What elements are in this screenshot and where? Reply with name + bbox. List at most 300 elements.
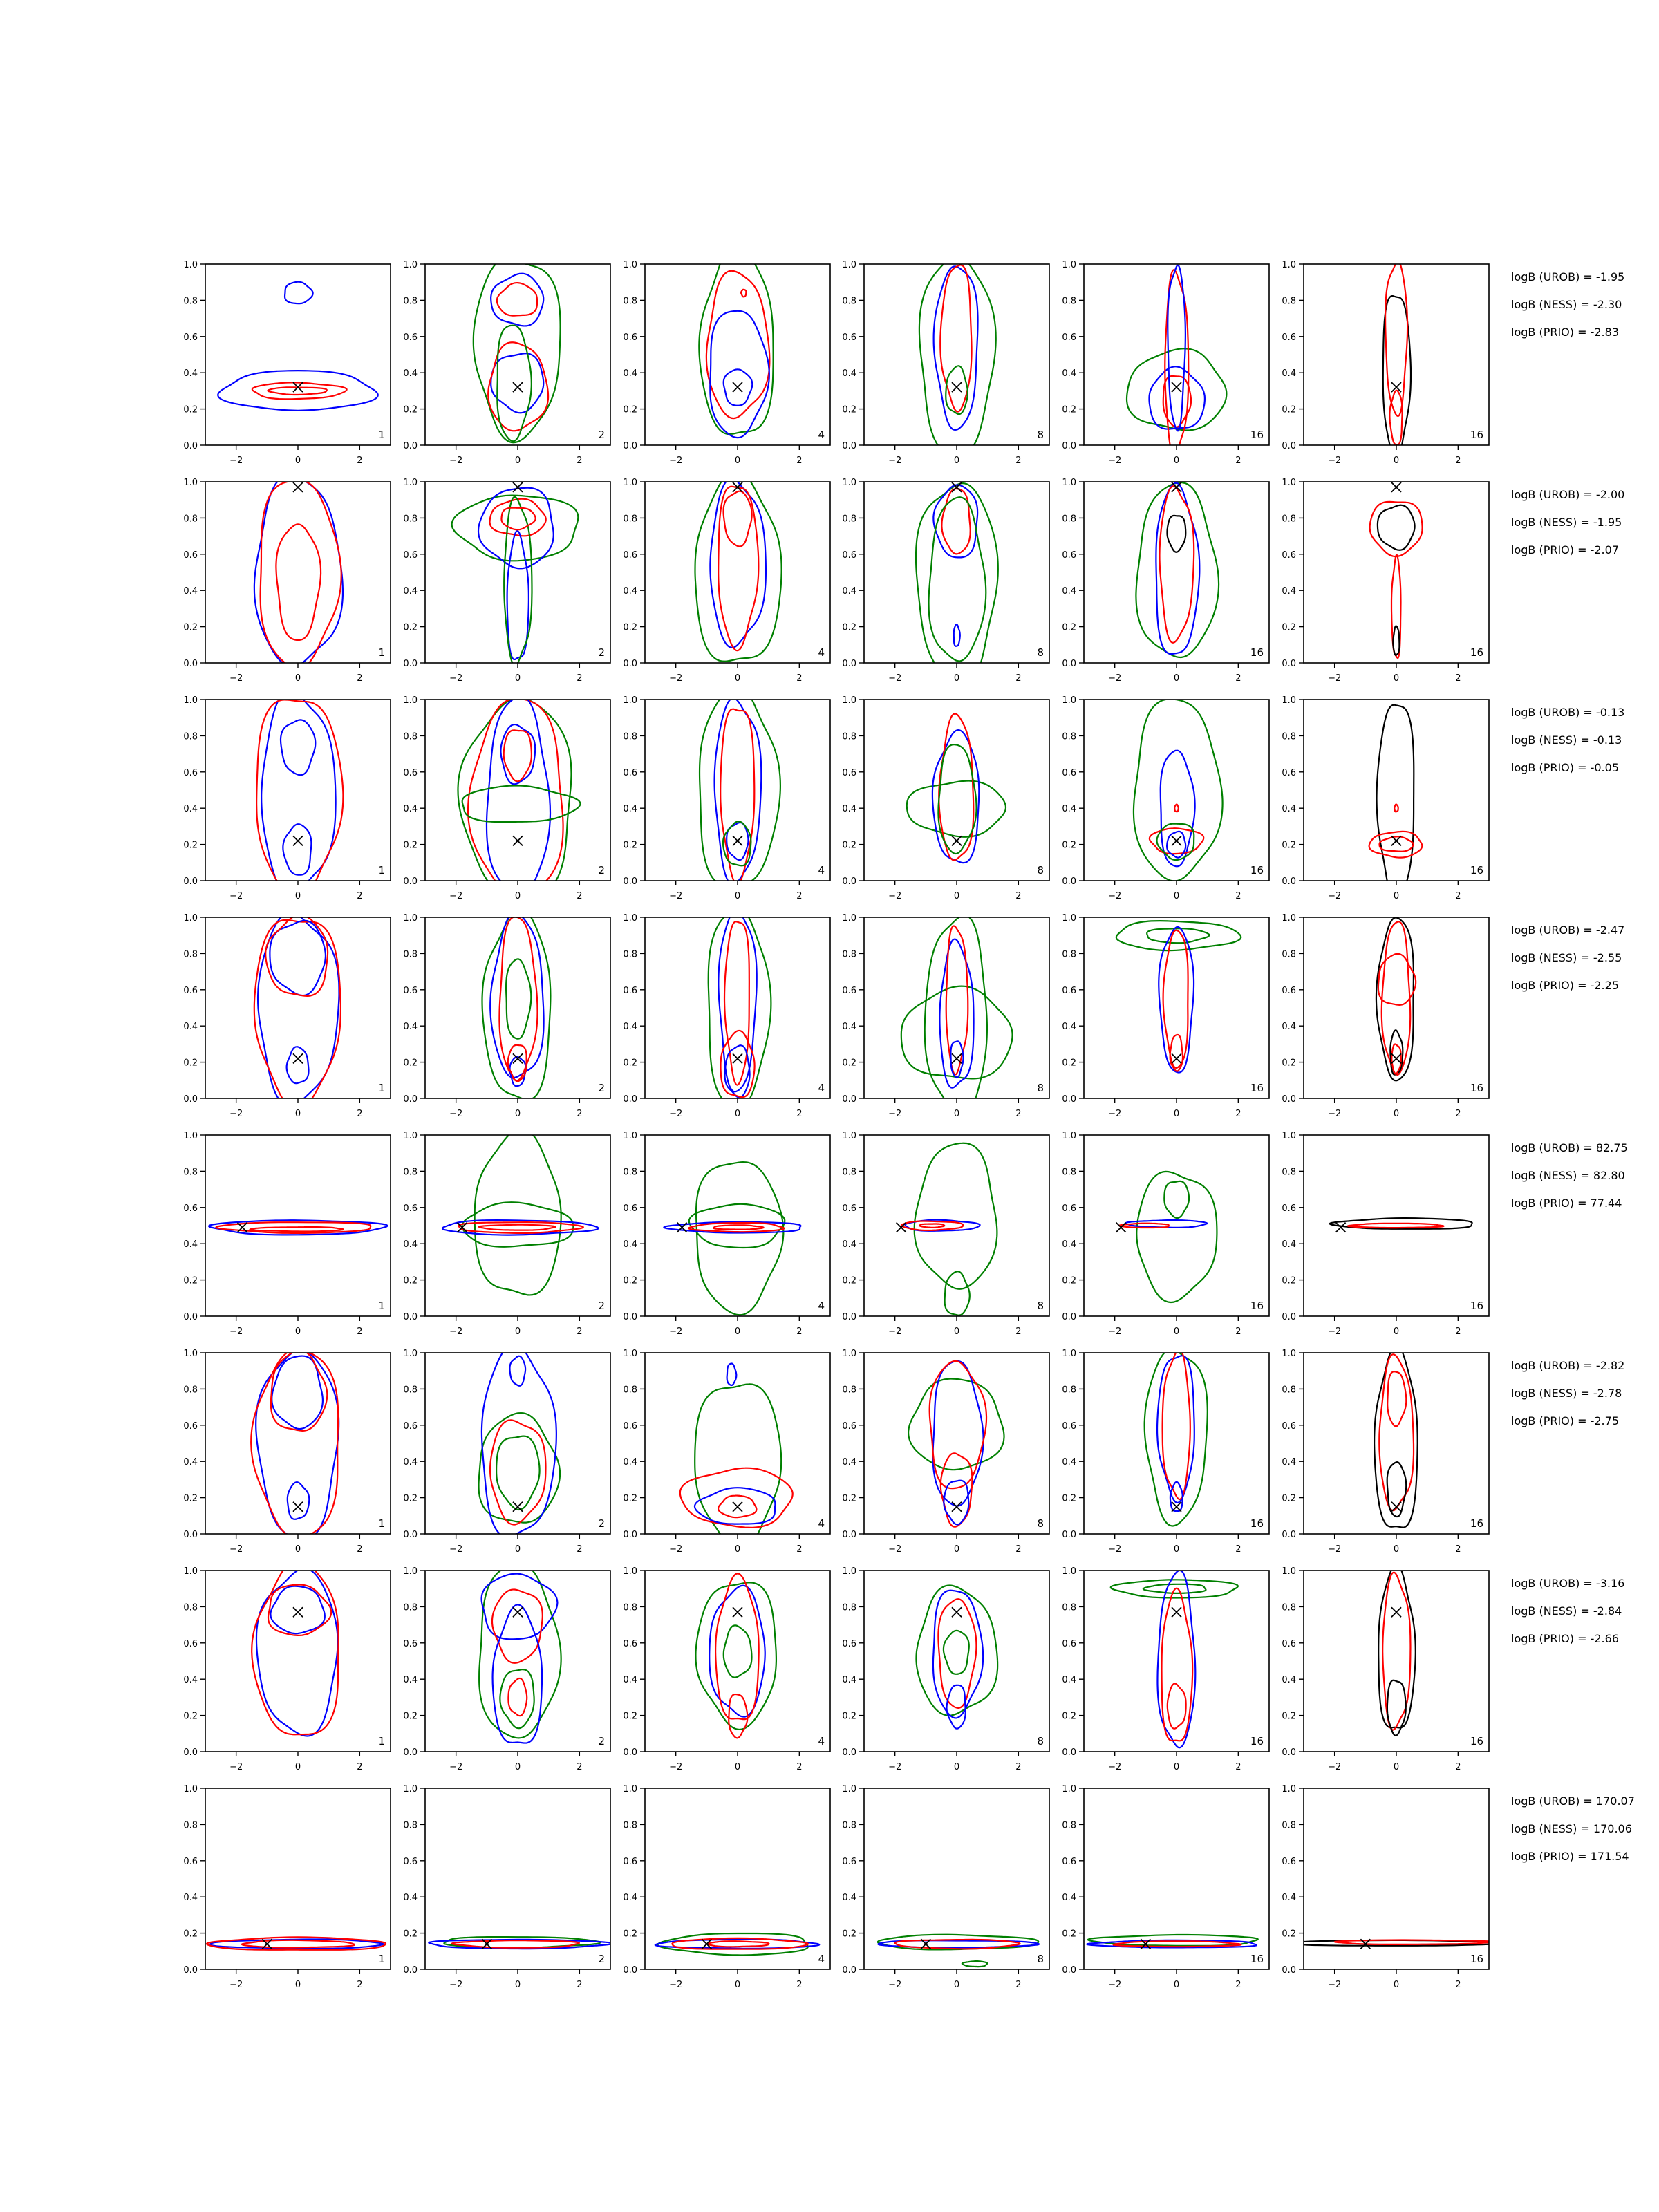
panel-sample-label: 16 [1250,1735,1264,1747]
y-tick-label: 0.4 [1282,1675,1296,1686]
green-contour [1116,921,1241,950]
y-tick-label: 0.8 [1282,1602,1296,1613]
y-tick-label: 0.6 [183,1856,198,1867]
panel-sample-label: 8 [1037,1517,1044,1530]
y-tick-label: 0.4 [403,368,418,379]
logb-value: logB (PRIO) = -0.05 [1511,761,1619,774]
x-tick-label: −2 [1108,673,1122,684]
axes-frame [1084,482,1269,663]
red-contour [1369,832,1423,858]
true-value-marker [733,1607,742,1617]
x-tick-label: 0 [1173,456,1180,466]
y-tick-label: 0.8 [403,1385,418,1396]
x-tick-label: 0 [294,1327,301,1337]
panel-sample-label: 1 [378,1953,385,1965]
y-tick-label: 0.8 [623,514,637,525]
x-tick-label: 2 [357,1109,363,1119]
true-value-marker [733,382,742,392]
panel-sample-label: 16 [1470,1953,1483,1965]
y-tick-label: 0.0 [1062,659,1076,669]
x-tick-label: −2 [888,891,902,901]
logb-value: logB (UROB) = -2.47 [1511,924,1625,937]
y-tick-label: 0.4 [183,804,198,815]
y-tick-label: 0.2 [842,1711,856,1722]
panel-sample-label: 1 [378,429,385,441]
y-tick-label: 0.8 [1282,731,1296,742]
x-tick-label: 0 [294,1980,301,1990]
panel-r3-c2 [403,695,610,901]
contour-group [916,1586,997,1729]
axes-frame [205,482,391,663]
y-tick-label: 0.0 [842,1312,856,1322]
axes-frame [864,482,1049,663]
blue-contour [490,913,543,1078]
y-tick-label: 0.8 [403,1167,418,1178]
x-tick-label: 2 [796,1980,803,1990]
y-tick-label: 0.0 [183,877,198,887]
logb-value: logB (PRIO) = -2.75 [1511,1414,1619,1427]
y-tick-label: 0.0 [623,1747,637,1758]
green-contour [901,986,1013,1079]
y-tick-label: 0.2 [403,1929,418,1940]
y-tick-label: 0.6 [403,1421,418,1432]
y-tick-label: 0.4 [403,1893,418,1904]
x-tick-label: −2 [449,891,463,901]
x-tick-label: 0 [1393,456,1400,466]
panel-sample-label: 16 [1250,646,1264,659]
x-tick-label: 2 [796,891,803,901]
x-tick-label: −2 [669,1762,683,1772]
y-tick-label: 0.2 [183,840,198,851]
x-tick-label: 2 [1235,891,1241,901]
y-tick-label: 0.2 [403,1711,418,1722]
axes-frame [205,1788,391,1969]
red-contour [1174,805,1178,812]
y-tick-label: 0.6 [842,1856,856,1867]
red-contour [1119,1224,1169,1228]
y-tick-label: 0.8 [1062,731,1076,742]
true-value-marker [293,1607,303,1617]
y-tick-label: 0.2 [183,1711,198,1722]
y-tick-label: 0.6 [403,1856,418,1867]
true-value-marker [1172,836,1181,845]
panel-r4-c5 [1062,913,1269,1119]
x-tick-label: −2 [888,1327,902,1337]
contour-group [429,1937,612,1949]
panel-sample-label: 2 [598,1735,605,1747]
y-tick-label: 0.8 [1062,296,1076,307]
y-tick-label: 0.4 [1062,1893,1076,1904]
y-tick-label: 0.6 [1062,550,1076,561]
y-tick-label: 0.6 [403,550,418,561]
x-tick-label: 2 [577,1327,583,1337]
x-tick-label: 0 [734,1109,741,1119]
y-tick-label: 0.4 [623,368,637,379]
y-tick-label: 1.0 [1062,1566,1076,1577]
logb-value: logB (PRIO) = -2.07 [1511,543,1619,556]
y-tick-label: 0.6 [1282,985,1296,996]
y-tick-label: 0.4 [842,586,856,597]
y-tick-label: 0.6 [1282,550,1296,561]
panel-sample-label: 8 [1037,1735,1044,1747]
axes-frame [645,1571,830,1752]
red-contour [1385,261,1407,416]
y-tick-label: 0.6 [183,1421,198,1432]
y-tick-label: 1.0 [623,1784,637,1794]
x-tick-label: −2 [449,1109,463,1119]
x-tick-label: 0 [953,673,960,684]
x-tick-label: 0 [1173,1327,1180,1337]
blue-contour [695,1488,775,1524]
y-tick-label: 0.4 [1282,1239,1296,1250]
x-tick-label: 0 [1173,891,1180,901]
y-tick-label: 0.0 [842,1965,856,1976]
panel-sample-label: 1 [378,1517,385,1530]
panel-sample-label: 2 [598,864,605,877]
panel-sample-label: 8 [1037,864,1044,877]
true-value-marker [513,836,523,845]
x-tick-label: 2 [357,891,363,901]
y-tick-label: 0.8 [403,514,418,525]
panel-r5-c1 [183,1131,391,1337]
logb-value: logB (UROB) = -2.00 [1511,488,1625,501]
y-tick-label: 0.6 [1282,1203,1296,1214]
x-tick-label: 2 [796,1544,803,1555]
contour-group [699,245,773,438]
red-contour [1159,486,1194,643]
logb-value: logB (NESS) = 82.80 [1511,1169,1625,1182]
contour-group [1116,1172,1217,1302]
contour-group [680,1364,793,1550]
panel-r1-c3 [623,245,830,466]
y-tick-label: 1.0 [403,1349,418,1359]
panel-sample-label: 4 [818,1953,825,1965]
y-tick-label: 0.4 [623,1457,637,1468]
x-tick-label: 0 [1173,673,1180,684]
panel-sample-label: 16 [1470,646,1483,659]
y-tick-label: 0.6 [1062,1421,1076,1432]
x-tick-label: −2 [1108,891,1122,901]
logb-value: logB (UROB) = -0.13 [1511,706,1625,719]
y-tick-label: 0.4 [842,1675,856,1686]
contour-group [254,912,341,1110]
y-tick-label: 0.8 [1282,1820,1296,1831]
panel-sample-label: 4 [818,864,825,877]
panel-r4-c6 [1282,913,1489,1119]
contour-group [1127,265,1226,458]
y-tick-label: 0.0 [403,877,418,887]
x-tick-label: 2 [1235,456,1241,466]
x-tick-label: 2 [357,1980,363,1990]
y-tick-label: 0.8 [623,1385,637,1396]
y-tick-label: 0.2 [183,1058,198,1069]
red-contour [920,1224,945,1228]
x-tick-label: −2 [888,673,902,684]
y-tick-label: 0.6 [183,332,198,343]
y-tick-label: 0.2 [623,1058,637,1069]
red-contour [706,271,770,418]
red-contour [504,730,532,781]
contour-group [1087,1935,1257,1949]
y-tick-label: 0.2 [623,1711,637,1722]
y-tick-label: 1.0 [1062,1131,1076,1141]
contour-group [908,1361,1004,1527]
red-contour [468,699,563,898]
contour-group [1383,261,1411,460]
green-contour [496,1436,540,1510]
red-contour [715,1573,759,1719]
x-tick-label: 2 [1235,1980,1241,1990]
x-tick-label: −2 [888,1980,902,1990]
y-tick-label: 0.2 [1062,1493,1076,1504]
blue-contour [218,371,377,411]
x-tick-label: 0 [514,1762,521,1772]
y-tick-label: 0.4 [842,368,856,379]
y-tick-label: 0.6 [842,332,856,343]
y-tick-label: 0.0 [623,659,637,669]
green-contour [1164,1181,1189,1218]
true-value-marker [1391,482,1401,492]
red-contour [1389,391,1402,445]
true-value-marker [952,1607,962,1617]
panel-r3-c4 [842,695,1049,901]
axes-frame [1304,700,1489,881]
red-contour [1348,1224,1443,1228]
panel-r5-c3 [623,1131,830,1337]
y-tick-label: 0.6 [183,550,198,561]
y-tick-label: 0.2 [623,622,637,633]
y-tick-label: 1.0 [403,260,418,270]
y-tick-label: 0.8 [842,949,856,960]
x-tick-label: 0 [294,1762,301,1772]
x-tick-label: −2 [1108,456,1122,466]
y-tick-label: 0.6 [183,1203,198,1214]
y-tick-label: 0.8 [403,1820,418,1831]
y-tick-label: 1.0 [183,695,198,706]
y-tick-label: 0.2 [1282,404,1296,415]
contour-group [695,1573,776,1738]
x-tick-label: 0 [1173,1109,1180,1119]
red-contour [276,524,321,640]
y-tick-label: 0.8 [1062,1602,1076,1613]
y-tick-label: 0.4 [1062,1675,1076,1686]
y-tick-label: 1.0 [1062,1349,1076,1359]
panel-r7-c1 [183,1561,391,1772]
x-tick-label: 0 [1393,1327,1400,1337]
logb-value: logB (PRIO) = -2.25 [1511,979,1619,992]
panel-sample-label: 16 [1470,1517,1483,1530]
x-tick-label: −2 [888,1544,902,1555]
x-tick-label: 0 [1173,1544,1180,1555]
y-tick-label: 0.8 [1282,514,1296,525]
green-contour [689,1204,785,1248]
y-tick-label: 1.0 [403,913,418,924]
panel-sample-label: 8 [1037,646,1044,659]
x-tick-label: 0 [953,1762,960,1772]
panel-sample-label: 2 [598,646,605,659]
x-tick-label: 2 [1015,1544,1022,1555]
contour-group [256,691,343,901]
y-tick-label: 0.2 [842,622,856,633]
x-tick-label: 2 [357,1327,363,1337]
x-tick-label: 0 [734,891,741,901]
green-contour [657,1933,807,1955]
red-contour [242,1940,355,1948]
x-tick-label: 2 [796,1109,803,1119]
x-tick-label: 0 [734,673,741,684]
axes-frame [645,482,830,663]
y-tick-label: 1.0 [623,260,637,270]
y-tick-label: 0.6 [623,1856,637,1867]
logb-value: logB (NESS) = -0.13 [1511,733,1622,747]
contour-group [251,1349,339,1539]
x-tick-label: −2 [229,1544,243,1555]
y-tick-label: 0.6 [842,1203,856,1214]
y-tick-label: 0.0 [1062,1965,1076,1976]
contour-group [664,1162,800,1315]
panel-sample-label: 2 [598,429,605,441]
y-tick-label: 0.0 [1282,441,1296,451]
x-tick-label: −2 [1328,1109,1342,1119]
red-contour [508,1678,527,1716]
y-tick-label: 1.0 [1282,1566,1296,1577]
black-contour [1168,516,1186,552]
y-tick-label: 0.4 [1282,1893,1296,1904]
logb-value: logB (NESS) = -2.55 [1511,951,1622,964]
panel-r4-c3 [623,908,830,1119]
axes-frame [864,917,1049,1098]
true-value-marker [952,1502,962,1512]
true-value-marker [293,1053,303,1063]
green-contour [919,256,996,456]
y-tick-label: 0.0 [183,1965,198,1976]
x-tick-label: 2 [357,1762,363,1772]
x-tick-label: 2 [1455,1980,1461,1990]
x-tick-label: −2 [1108,1980,1122,1990]
y-tick-label: 0.6 [1062,985,1076,996]
red-contour [724,921,749,1085]
y-tick-label: 0.8 [1282,1385,1296,1396]
axes-frame [864,1571,1049,1752]
panel-sample-label: 4 [818,429,825,441]
x-tick-label: 2 [1015,1762,1022,1772]
axes-frame [425,482,610,663]
panel-sample-label: 16 [1470,1082,1483,1094]
panel-r7-c2 [403,1564,610,1772]
y-tick-label: 0.0 [623,1312,637,1322]
red-contour [713,1225,763,1229]
blue-contour [281,720,315,775]
y-tick-label: 0.0 [623,441,637,451]
y-tick-label: 0.2 [842,404,856,415]
y-tick-label: 0.4 [403,1022,418,1033]
y-tick-label: 0.8 [1282,1167,1296,1178]
x-tick-label: 0 [514,891,521,901]
green-contour [1136,1172,1217,1302]
x-tick-label: −2 [229,1980,243,1990]
y-tick-label: 0.4 [842,1893,856,1904]
x-tick-label: 0 [514,1980,521,1990]
x-tick-label: −2 [229,891,243,901]
x-tick-label: 2 [796,456,803,466]
y-tick-label: 0.4 [1062,368,1076,379]
y-tick-label: 0.4 [1282,1022,1296,1033]
y-tick-label: 0.8 [842,1820,856,1831]
true-value-marker [1391,1053,1401,1063]
x-tick-label: 2 [796,673,803,684]
y-tick-label: 0.2 [1062,404,1076,415]
y-tick-label: 0.8 [1062,949,1076,960]
panel-r5-c5 [1062,1131,1269,1337]
y-tick-label: 1.0 [842,695,856,706]
contour-group [254,475,343,668]
x-tick-label: 0 [734,1980,741,1990]
x-tick-label: 2 [1455,456,1461,466]
y-tick-label: 0.8 [183,1167,198,1178]
y-tick-label: 1.0 [403,1131,418,1141]
panel-sample-label: 8 [1037,1082,1044,1094]
x-tick-label: 2 [577,1544,583,1555]
y-tick-label: 0.4 [842,1022,856,1033]
panel-sample-label: 2 [598,1082,605,1094]
y-tick-label: 0.2 [1282,1493,1296,1504]
logb-value: logB (UROB) = 82.75 [1511,1141,1628,1154]
y-tick-label: 0.2 [1282,840,1296,851]
y-tick-label: 0.2 [1282,622,1296,633]
x-tick-label: −2 [1328,1327,1342,1337]
true-value-marker [1391,1502,1401,1512]
contour-group [452,482,579,666]
y-tick-label: 0.4 [183,1022,198,1033]
logb-value: logB (NESS) = -2.30 [1511,298,1622,311]
red-contour [492,1589,543,1662]
y-tick-label: 0.6 [842,1421,856,1432]
logb-value: logB (UROB) = -1.95 [1511,270,1625,283]
y-tick-label: 0.8 [183,1820,198,1831]
y-tick-label: 0.0 [842,877,856,887]
green-contour [696,1162,783,1315]
panel-sample-label: 8 [1037,1300,1044,1312]
panel-sample-label: 16 [1250,1517,1264,1530]
y-tick-label: 0.8 [623,296,637,307]
contour-group [1116,921,1241,1073]
y-tick-label: 0.0 [623,1530,637,1540]
logb-value: logB (UROB) = -2.82 [1511,1359,1625,1372]
x-tick-label: −2 [1328,673,1342,684]
y-tick-label: 0.4 [1062,1022,1076,1033]
y-tick-label: 1.0 [183,1784,198,1794]
red-contour [1163,376,1191,427]
axes-frame [864,264,1049,445]
y-tick-label: 0.2 [183,622,198,633]
x-tick-label: 0 [514,1327,521,1337]
y-tick-label: 0.8 [842,1385,856,1396]
x-tick-label: 0 [1393,1762,1400,1772]
y-tick-label: 0.6 [1062,1638,1076,1649]
y-tick-label: 0.6 [1062,1856,1076,1867]
y-tick-label: 1.0 [842,1131,856,1141]
true-value-marker [952,1053,962,1063]
panel-sample-label: 8 [1037,1953,1044,1965]
red-contour [901,1221,963,1231]
axes-frame [205,1135,391,1316]
blue-contour [287,1047,309,1083]
y-tick-label: 1.0 [183,1131,198,1141]
y-tick-label: 1.0 [183,913,198,924]
logb-value: logB (PRIO) = 171.54 [1511,1850,1629,1863]
y-tick-label: 1.0 [403,478,418,488]
green-contour [506,959,531,1038]
